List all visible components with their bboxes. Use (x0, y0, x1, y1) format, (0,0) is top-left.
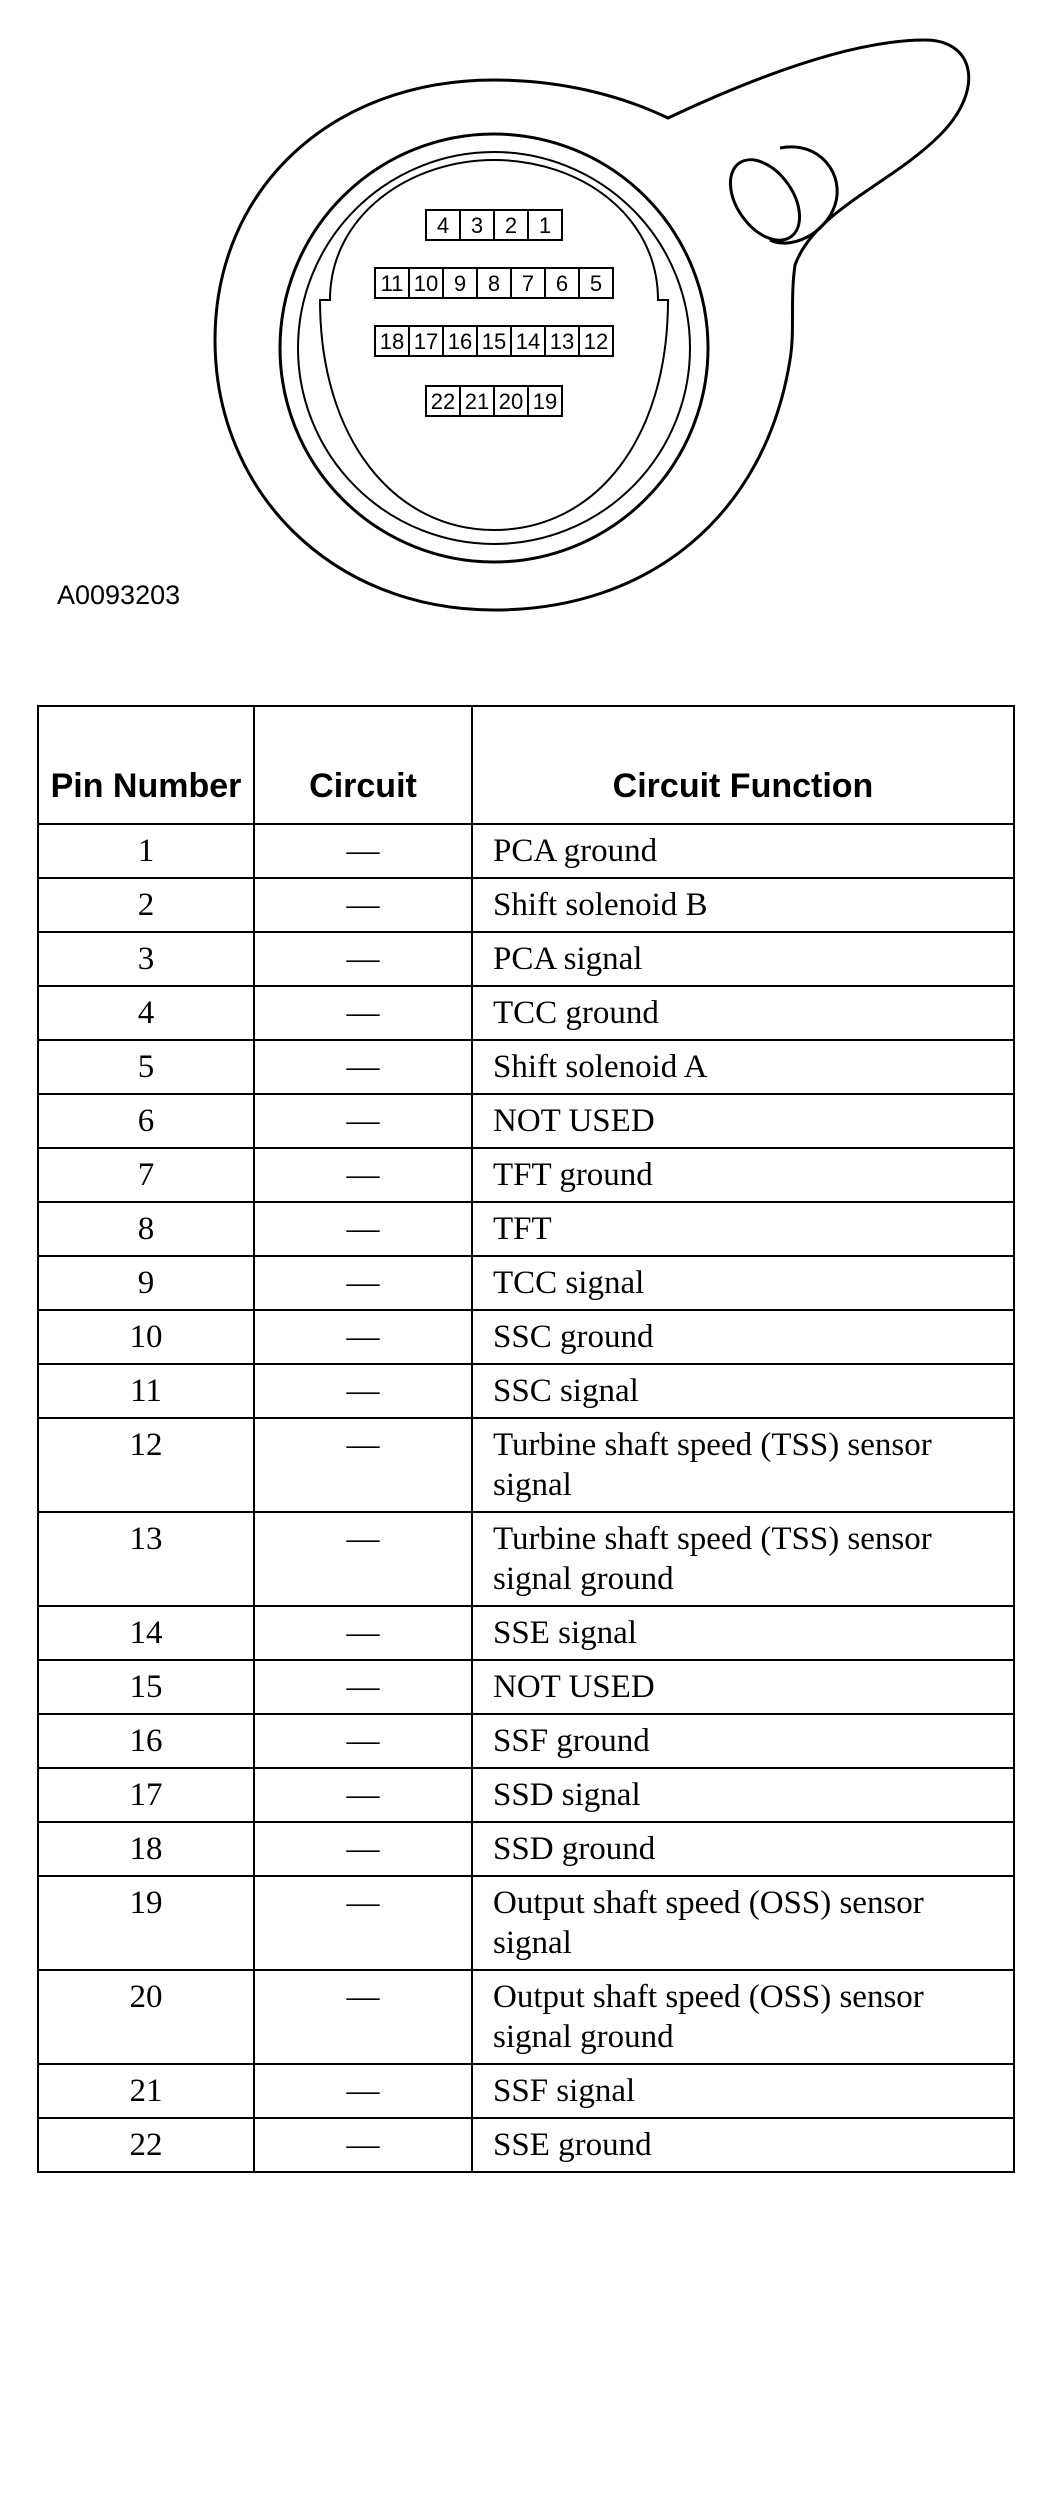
circuit-function-cell: SSE signal (472, 1606, 1014, 1660)
circuit-cell: — (254, 824, 472, 878)
table-row (38, 1714, 1014, 1768)
circuit-function-cell: TFT (472, 1202, 1014, 1256)
circuit-function-cell: PCA ground (472, 824, 1014, 878)
table-row (38, 1512, 1014, 1606)
circuit-cell: — (254, 932, 472, 986)
pin-number-cell: 9 (38, 1256, 254, 1310)
circuit-cell: — (254, 1714, 472, 1768)
circuit-function-cell: Output shaft speed (OSS) sensor signal ground (472, 1970, 1014, 2064)
table-row (38, 2118, 1014, 2172)
pin-number-cell: 18 (38, 1822, 254, 1876)
pin-label: 14 (515, 329, 541, 354)
pin-number-cell: 22 (38, 2118, 254, 2172)
circuit-function-cell: Output shaft speed (OSS) sensor signal (472, 1876, 1014, 1970)
pin-label: 11 (380, 271, 404, 296)
pin-label: 1 (538, 213, 552, 238)
table-row (38, 1094, 1014, 1148)
circuit-cell: — (254, 1606, 472, 1660)
circuit-cell: — (254, 986, 472, 1040)
circuit-function-cell: SSF ground (472, 1714, 1014, 1768)
circuit-function-cell: Turbine shaft speed (TSS) sensor signal (472, 1418, 1014, 1512)
table-row (38, 878, 1014, 932)
circuit-function-cell: PCA signal (472, 932, 1014, 986)
table-row (38, 986, 1014, 1040)
table-row (38, 1768, 1014, 1822)
circuit-cell: — (254, 1822, 472, 1876)
table-row (38, 1660, 1014, 1714)
circuit-function-cell: Turbine shaft speed (TSS) sensor signal ground (472, 1512, 1014, 1606)
circuit-cell: — (254, 1970, 472, 2064)
header-circuit-function: Circuit Function (472, 706, 1014, 824)
circuit-cell: — (254, 1418, 472, 1512)
circuit-function-cell: SSE ground (472, 2118, 1014, 2172)
pin-label: 12 (583, 329, 609, 354)
pin-label: 13 (549, 329, 575, 354)
figure-id: A0093203 (57, 580, 181, 610)
pin-number-cell: 2 (38, 878, 254, 932)
circuit-cell: — (254, 878, 472, 932)
circuit-cell: — (254, 1040, 472, 1094)
pin-number-cell: 7 (38, 1148, 254, 1202)
circuit-function-cell: SSF signal (472, 2064, 1014, 2118)
pin-label: 18 (379, 329, 405, 354)
pin-label: 7 (521, 271, 535, 296)
pin-label: 2 (504, 213, 518, 238)
circuit-function-cell: SSC signal (472, 1364, 1014, 1418)
connector-figure (0, 0, 1049, 640)
circuit-function-cell: SSD ground (472, 1822, 1014, 1876)
pin-table (37, 705, 1015, 2173)
table-header-row (38, 706, 1014, 824)
connector-diagram (0, 0, 1049, 640)
table-row (38, 1040, 1014, 1094)
header-pin-number: Pin Number (38, 706, 254, 824)
pin-label: 8 (487, 271, 501, 296)
circuit-function-cell: NOT USED (472, 1094, 1014, 1148)
pin-label: 21 (464, 389, 490, 414)
pin-label: 10 (413, 271, 439, 296)
pin-number-cell: 17 (38, 1768, 254, 1822)
circuit-cell: — (254, 2118, 472, 2172)
pin-number-cell: 6 (38, 1094, 254, 1148)
pin-label: 9 (453, 271, 467, 296)
pin-label: 4 (436, 213, 450, 238)
circuit-cell: — (254, 1768, 472, 1822)
circuit-cell: — (254, 1202, 472, 1256)
table-row (38, 1822, 1014, 1876)
circuit-cell: — (254, 1876, 472, 1970)
table-body (38, 824, 1014, 2172)
pin-number-cell: 4 (38, 986, 254, 1040)
pin-label: 3 (470, 213, 484, 238)
circuit-function-cell: Shift solenoid B (472, 878, 1014, 932)
circuit-cell: — (254, 1094, 472, 1148)
table-row (38, 2064, 1014, 2118)
pin-number-cell: 13 (38, 1512, 254, 1606)
pin-number-cell: 5 (38, 1040, 254, 1094)
table-row (38, 1364, 1014, 1418)
circuit-cell: — (254, 1148, 472, 1202)
table-row (38, 932, 1014, 986)
circuit-cell: — (254, 2064, 472, 2118)
pin-label: 5 (589, 271, 603, 296)
pin-number-cell: 1 (38, 824, 254, 878)
pin-number-cell: 8 (38, 1202, 254, 1256)
table-row (38, 1418, 1014, 1512)
circuit-function-cell: TFT ground (472, 1148, 1014, 1202)
circuit-cell: — (254, 1256, 472, 1310)
circuit-cell: — (254, 1660, 472, 1714)
pin-label: 6 (555, 271, 569, 296)
pin-label: 20 (498, 389, 524, 414)
table-row (38, 1970, 1014, 2064)
circuit-cell: — (254, 1310, 472, 1364)
pin-number-cell: 16 (38, 1714, 254, 1768)
circuit-cell: — (254, 1512, 472, 1606)
circuit-function-cell: TCC ground (472, 986, 1014, 1040)
circuit-function-cell: NOT USED (472, 1660, 1014, 1714)
pin-number-cell: 14 (38, 1606, 254, 1660)
circuit-function-cell: TCC signal (472, 1256, 1014, 1310)
pin-number-cell: 15 (38, 1660, 254, 1714)
table-row (38, 1606, 1014, 1660)
table-row (38, 1310, 1014, 1364)
pin-number-cell: 19 (38, 1876, 254, 1970)
table-row (38, 1256, 1014, 1310)
circuit-function-cell: Shift solenoid A (472, 1040, 1014, 1094)
pin-number-cell: 12 (38, 1418, 254, 1512)
pin-number-cell: 11 (38, 1364, 254, 1418)
pin-number-cell: 20 (38, 1970, 254, 2064)
pin-label: 19 (532, 389, 558, 414)
circuit-function-cell: SSC ground (472, 1310, 1014, 1364)
pin-number-cell: 10 (38, 1310, 254, 1364)
table-row (38, 1202, 1014, 1256)
pin-label: 22 (430, 389, 456, 414)
pin-label: 17 (413, 329, 439, 354)
table-row (38, 1148, 1014, 1202)
pin-number-cell: 3 (38, 932, 254, 986)
pin-label: 15 (481, 329, 507, 354)
pin-number-cell: 21 (38, 2064, 254, 2118)
circuit-function-cell: SSD signal (472, 1768, 1014, 1822)
table-row (38, 1876, 1014, 1970)
table-row (38, 824, 1014, 878)
header-circuit: Circuit (254, 706, 472, 824)
circuit-cell: — (254, 1364, 472, 1418)
pin-label: 16 (447, 329, 473, 354)
